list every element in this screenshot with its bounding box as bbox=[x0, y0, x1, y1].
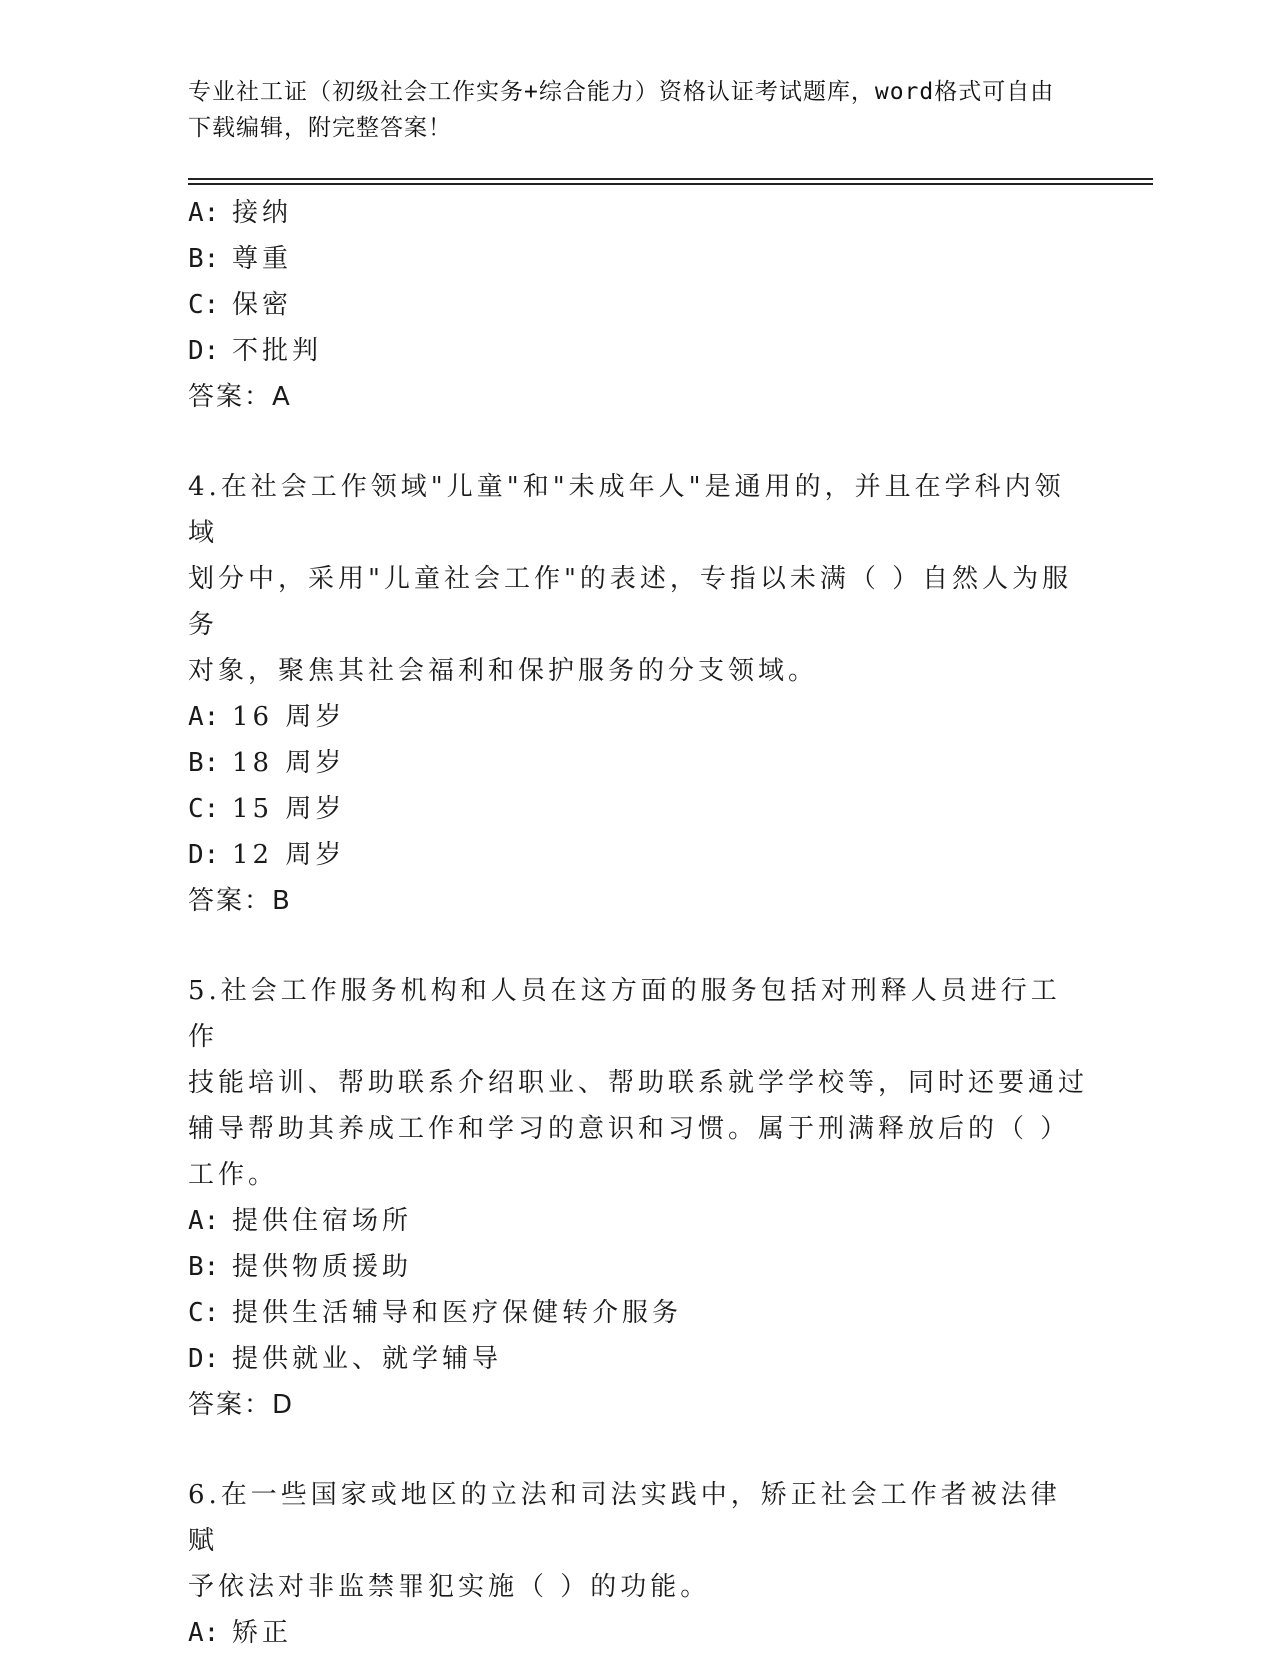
answer-line: 答案：A bbox=[188, 382, 292, 412]
option-letter: C: bbox=[188, 1298, 220, 1328]
question-text-line: 辅导帮助其养成工作和学习的意识和习惯。属于刑满释放后的（ ） bbox=[188, 1114, 1071, 1144]
header-line-1: 专业社工证（初级社会工作实务+综合能力）资格认证考试题库，word格式可自由 bbox=[188, 79, 1055, 105]
answer-line: 答案：D bbox=[188, 1390, 295, 1420]
question-text-line: 5.社会工作服务机构和人员在这方面的服务包括对刑释人员进行工作 bbox=[188, 976, 1061, 1052]
option-text: 尊重 bbox=[232, 244, 293, 274]
option-d bbox=[188, 328, 1088, 374]
question-text-line: 对象，聚焦其社会福利和保护服务的分支领域。 bbox=[188, 656, 819, 686]
spacer bbox=[188, 924, 1088, 968]
option-text: 矫正 bbox=[232, 1618, 293, 1648]
option-letter: D: bbox=[188, 1344, 220, 1374]
question-text-line: 予依法对非监禁罪犯实施（ ）的功能。 bbox=[188, 1572, 711, 1602]
option-text: 12 周岁 bbox=[232, 840, 346, 870]
option-letter: A: bbox=[188, 1206, 220, 1236]
option-text: 保密 bbox=[232, 290, 293, 320]
question-content bbox=[188, 190, 1088, 1656]
option-a bbox=[188, 694, 1088, 740]
option-text: 不批判 bbox=[232, 336, 323, 366]
option-letter: B: bbox=[188, 244, 220, 274]
question-text-line: 4.在社会工作领域"儿童"和"未成年人"是通用的，并且在学科内领域 bbox=[188, 472, 1065, 548]
option-c bbox=[188, 1290, 1088, 1336]
option-c bbox=[188, 282, 1088, 328]
option-letter: C: bbox=[188, 290, 220, 320]
option-d bbox=[188, 832, 1088, 878]
option-a bbox=[188, 190, 1088, 236]
question-6 bbox=[188, 1472, 1088, 1656]
option-b bbox=[188, 1244, 1088, 1290]
option-text: 提供物质援助 bbox=[232, 1252, 413, 1282]
option-letter: C: bbox=[188, 794, 220, 824]
spacer bbox=[188, 1428, 1088, 1472]
option-b bbox=[188, 740, 1088, 786]
option-letter: B: bbox=[188, 748, 220, 778]
option-letter: A: bbox=[188, 702, 220, 732]
option-text: 提供生活辅导和医疗保健转介服务 bbox=[232, 1298, 683, 1328]
option-a bbox=[188, 1198, 1088, 1244]
question-text-line: 技能培训、帮助联系介绍职业、帮助联系就学学校等，同时还要通过 bbox=[188, 1068, 1089, 1098]
option-text: 接纳 bbox=[232, 198, 293, 228]
option-letter: A: bbox=[188, 198, 220, 228]
option-d bbox=[188, 1336, 1088, 1382]
header-rule-bottom bbox=[188, 183, 1153, 185]
question-text-line: 6.在一些国家或地区的立法和司法实践中，矫正社会工作者被法律赋 bbox=[188, 1480, 1061, 1556]
option-letter: D: bbox=[188, 336, 220, 366]
header-rule-top bbox=[188, 178, 1153, 180]
question-text-line: 工作。 bbox=[188, 1160, 279, 1190]
option-a bbox=[188, 1610, 1088, 1656]
option-text: 提供住宿场所 bbox=[232, 1206, 413, 1236]
question-4 bbox=[188, 464, 1088, 924]
option-letter: A: bbox=[188, 1618, 220, 1648]
spacer bbox=[188, 420, 1088, 464]
option-text: 提供就业、就学辅导 bbox=[232, 1344, 503, 1374]
option-letter: D: bbox=[188, 840, 220, 870]
option-text: 16 周岁 bbox=[232, 702, 346, 732]
header-line-2: 下载编辑，附完整答案！ bbox=[188, 115, 452, 141]
question-5 bbox=[188, 968, 1088, 1428]
option-letter: B: bbox=[188, 1252, 220, 1282]
option-c bbox=[188, 786, 1088, 832]
question-3-options bbox=[188, 190, 1088, 420]
option-text: 15 周岁 bbox=[232, 794, 346, 824]
question-text-line: 划分中，采用"儿童社会工作"的表述，专指以未满（ ）自然人为服务 bbox=[188, 564, 1073, 640]
document-header bbox=[188, 74, 1088, 146]
option-b bbox=[188, 236, 1088, 282]
answer-line: 答案：B bbox=[188, 886, 292, 916]
option-text: 18 周岁 bbox=[232, 748, 346, 778]
